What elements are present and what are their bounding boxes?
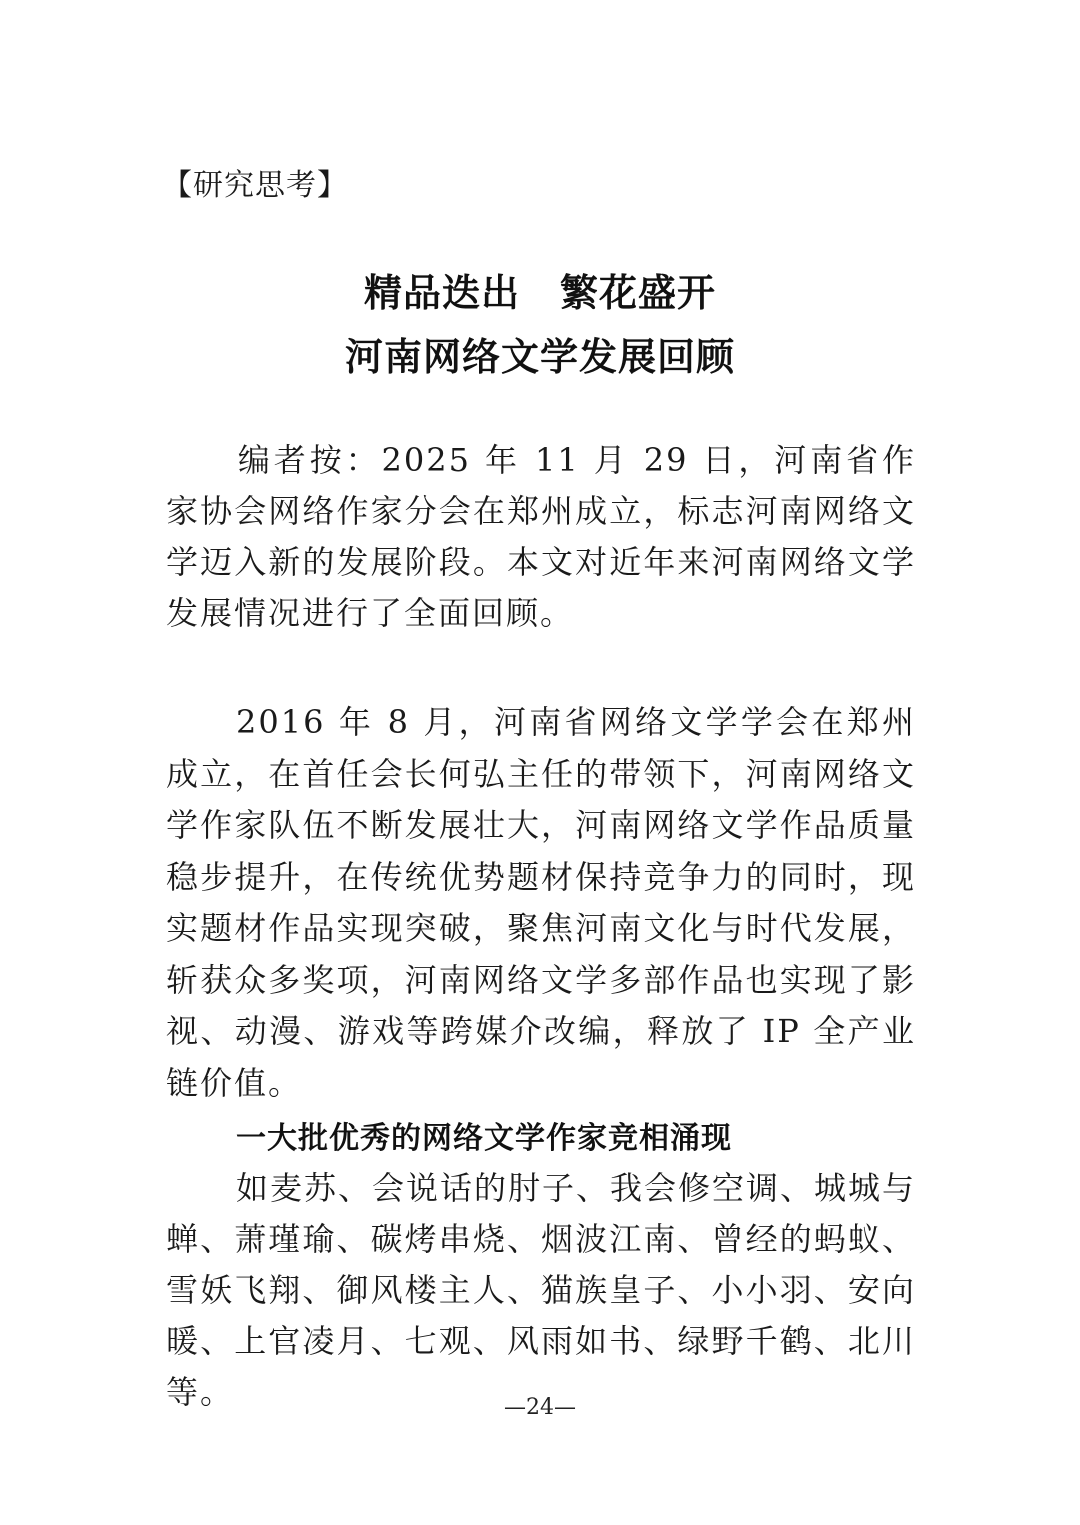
authors-paragraph <box>166 1163 916 1418</box>
article-title-line-2: 河南网络文学发展回顾 <box>344 335 735 379</box>
page-number: —24— <box>504 1395 576 1420</box>
subheading: 一大批优秀的网络文学作家竞相涌现 <box>236 1121 732 1156</box>
main-paragraph-text: 2016 年 8 月，河南省网络文学学会在郑州成立，在首任会长何弘主任的带领下，河南网络文学作家队伍不断发展壮大，河南网络文学作品质量稳步提升，在传统优势题材保持竞争力的同时，现实题材作品实现突破，聚焦河南文化与时代发展，斩获众多奖项，河南网络文学多部作品也实现了影视、动漫、游戏等跨媒介改编，释放了 IP 全产业链价值。 <box>166 703 916 1102</box>
authors-paragraph-text: 如麦苏、会说话的肘子、我会修空调、城城与蝉、萧瑾瑜、碳烤串烧、烟波江南、曾经的蚂蚁、雪妖飞翔、御风楼主人、猫族皇子、小小羽、安向暖、上官凌月、七观、风雨如书、绿野千鹤、北川等。 <box>166 1169 917 1411</box>
article-title-line-1 <box>0 262 1080 317</box>
editor-note-text: 编者按：2025 年 11 月 29 日，河南省作家协会网络作家分会在郑州成立，标志河南网络文学迈入新的发展阶段。本文对近年来河南网络文学发展情况进行了全面回顾。 <box>166 441 916 632</box>
title-phrase-2: 繁花盛开 <box>560 271 717 315</box>
main-paragraph <box>166 697 916 1109</box>
title-phrase-1: 精品迭出 <box>363 271 520 315</box>
section-tag: 【研究思考】 <box>162 168 348 203</box>
editor-note <box>166 435 916 639</box>
